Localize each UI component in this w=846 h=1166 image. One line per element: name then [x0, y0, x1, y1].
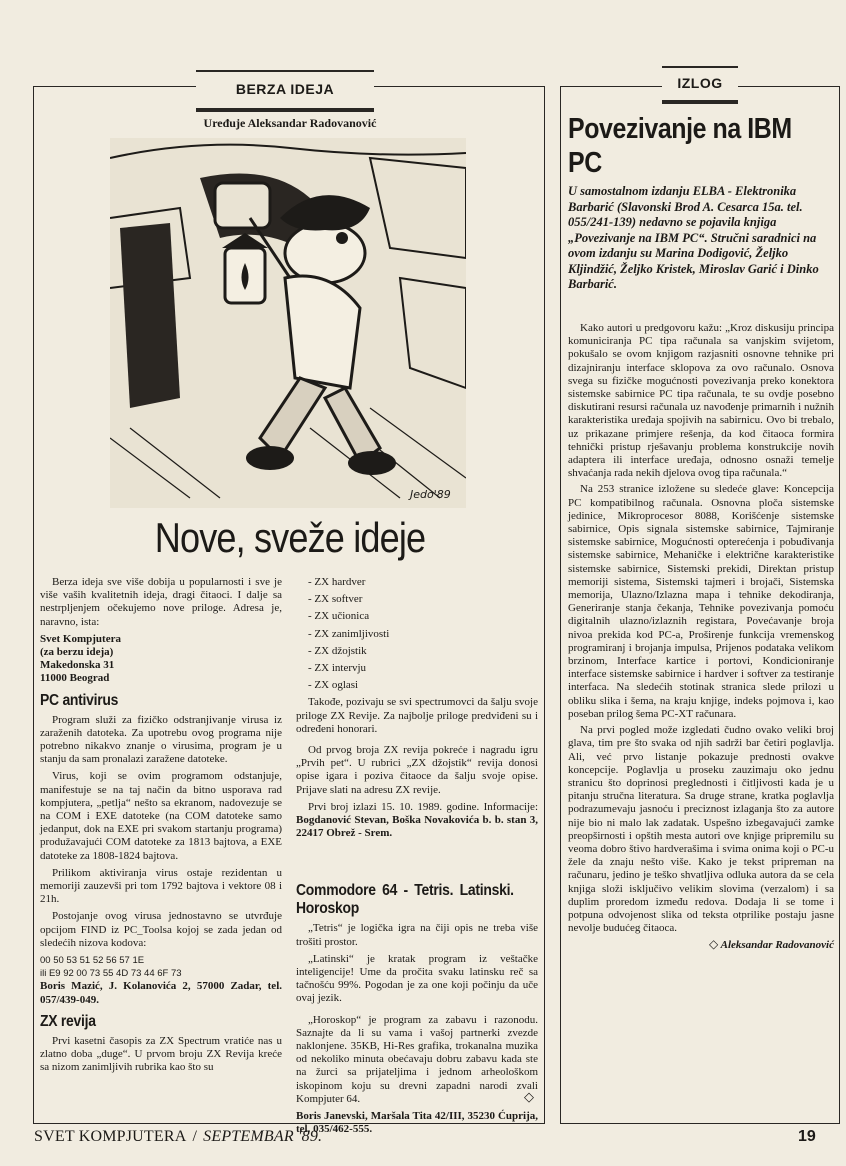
- pc-antivirus-p3: Prilikom aktiviranja virus ostaje rezidentan u memoriji zauzevši pri tom 1792 bajtova i vektore 08 i 21h.: [40, 866, 282, 906]
- zx-revija-p4: [296, 801, 538, 841]
- address-line-4: 11000 Beograd: [40, 672, 110, 685]
- zx-revija-author: Bogdanović Stevan, Boška Novakovića b. b. stan 3, 22417 Obrež - Srem.: [296, 814, 538, 840]
- pc-antivirus-p2: Virus, koji se ovim programom odstanjuje, manifestuje se na taj način da bitno usporava rad kompjutera, „petlja“ nešto sa ekranom, nadovezuje se na COM i EXE datoteke (na COM datoteke samo jedanput, dok na EXE pri svakom startanju programa) produžavajući COM datoteke za 1813 bajtova, a EXE datoteke za 1808-1824 bajtova.: [40, 770, 282, 862]
- commodore-title: Commodore 64 - Tetris. Latinski. Horoskop: [296, 882, 514, 918]
- code-line-2: ili E9 92 00 73 55 4D 73 44 6F 73: [40, 968, 182, 980]
- pc-antivirus-author: Boris Mazić, J. Kolanovića 2, 57000 Zadar, tel. 057/439-049.: [40, 980, 282, 1006]
- right-p2: Na 253 stranice izložene su sledeće glave: Koncepcija PC kompatibilnog računala. Osnovna ploča sistemske jedinice, Mikroprocesor 8088, Korišćenje sistemske sabirnice, Opis signala sistemske sabirnice, Tajmiranje sistemske sabirnice, Mogućnosti opterećenja i pobuđivanja sistemske sabirnice, Mehaničke i električne karakteristike sistemske sabirnice, Sistemski prekidi, Direktan pristup memoriji sistema, Sistemski tajmeri i brojači, Sistemska memorija, Ulazno/Izlazna mapa i tehnike dekodiranja, Generiranje stanja čekanja, Tehnike povezivanja pomoću digitalnih ulazno/izlaznih registara, Povećavanje broja nivoa prekida kod PC-a, Proširenje funkcija vremenskog programiranj i brojanja impulsa, Prijenos podataka velikom brzinom, Interface kartice i portovi, Kondicioniranje interface sistemske sabirnice i hardver i softver za testiranje interfaca. Na sledećih stotinak stranica slede prilozi u obliku slika i šema, na kraju knjige, indeks pojmova i, kao poseban prilog šema PC-XT računara.: [568, 483, 834, 720]
- pc-antivirus-p1: Program služi za fizičko odstranjivanje virusa iz zaraženih datoteka. Za upotrebu ovog programa nije potrebno nikakvo znanje o virusima, program je u stanju da sam pronalazi zaražene datoteke.: [40, 713, 282, 766]
- cartoon-illustration: [110, 138, 466, 508]
- right-article-lead: U samostalnom izdanju ELBA - Elektronika Barbarić (Slavonski Brod A. Cesarca 15a. tel. 055/241-139) nedavno se pojavila knjiga „Povezivanje na IBM PC“. Stručni saradnici na ovom izdanju su Marina Dodigović, Željko Kljindžić, Željko Kristek, Miroslav Garić i Dinko Barbarić.: [568, 184, 819, 291]
- intro-paragraph: Berza ideja sve više dobija u popularnosti i sve je više vaših kvalitetnih ideja, dragi čitaoci. I dalje sa nestrpljenjem očekujemo nove priloge. Adresa je, naravno, ista:: [40, 576, 282, 628]
- right-p1: Kako autori u predgovoru kažu: „Kroz diskusiju principa komuniciranja PC tipa računala sa vanjskim svijetom, pokušalo se ovom knjigom razjasniti osnovne tehnike pri dizajniranju interface sklopova za ovo računalo. Osnova svega su fizičke mogućnosti povezivanja preko konektora sistemske sabirnice PC tipa računala, te su ovdje posebno diskutirani resursi računala uz navođenje primarnih i nužnih karakteristika uređaja spojivih na sabirnicu. Ovo bi trebalo, uz prikazane primjere rešenja, da kod čitaoca formira tehnički pristup rješavanju problema konstrukcije novih adaptera ili interface uređaja, odnosno osnaži temelje shvaćanja rada nekih djelova ovog tipa računala.“: [568, 322, 834, 480]
- rubric-item: - ZX hardver: [308, 576, 366, 588]
- footer-magazine: [34, 1128, 322, 1146]
- right-article-title: Povezivanje na IBM PC: [568, 113, 792, 179]
- zx-revija-p3: Od prvog broja ZX revija pokreće i nagradu igru „Prvih pet“. U rubrici „ZX džojstik“ revija donosi opise igara i poziva čitaoce da šalju svoje opise. Prijave slati na adresu ZX revije.: [296, 744, 538, 796]
- cartoon-lantern-icon: [110, 138, 466, 508]
- section-label-izlog: IZLOG: [662, 66, 738, 104]
- commodore-p1: „Tetris“ je logička igra na čiji opis ne treba više trošiti prostor.: [296, 922, 538, 948]
- rubric-item: - ZX oglasi: [308, 679, 359, 692]
- right-signature-line: [568, 938, 834, 952]
- diamond-icon: ◇: [709, 937, 719, 952]
- footer-magazine-name: SVET KOMPJUTERA: [34, 1128, 187, 1145]
- right-signature: Aleksandar Radovanović: [720, 939, 834, 952]
- article-headline: Nove, sveže ideje: [154, 514, 426, 561]
- commodore-p3: „Horoskop“ je program za zabavu i razonodu. Saznajte da li su vama i vašoj partnerki zvezde naklonjene. 35KB, Hi-Res grafika, trokanalna muzika od nekoliko minuta obećavaju dobru zabavu kada ste na žurci sa prijateljima i jednom arheološkom iskopinom koju su drevni zapadni narodi zvali Kompjuter 64.: [296, 1013, 538, 1105]
- right-p3: Na prvi pogled može izgledati čudno ovako veliki broj glava, tim pre što svaka od njih sadrži bar četiri poglavlja. Ali, već prvo listanje pokazuje prednosti ovakve koncepcije. Poglavlja u proseku zauzimaju oko jednu stranicu što doprinosi preglednosti i čitljivosti kada je u pitanju stručna literatura. Sa druge strane, kratka poglavlja podrazumevaju jasnoću i preciznost izlaganja što za autore nije bio ni malo lak zadatak. Uspešno izbegavajući zamke preopširnosti i opštih mesta autori ove knjige pripremilu su veoma dobro štivo hardverašima i svima onima koji o PC-u žele da znaju nešto više. Kako je tekst pripreman na računaru, jedino je teško shvatljiva odluka autora da se cela knjiga složi isključivo velikim slovima (verzalom) i sa duplim proredom između redova. Dodaja li se tome i potpuna odvojenost slika od teksta otprilike postaju jasne nevolje budućeg čitaoca.: [568, 724, 834, 935]
- pc-antivirus-p4: Postojanje ovog virusa jednostavno se utvrđuje opcijom FIND iz PC_Toolsa kojoj se zada jedan od sledećih nizova kodova:: [40, 910, 282, 949]
- address-line-2: (za berzu ideja): [40, 646, 114, 659]
- footer-separator: /: [192, 1128, 198, 1145]
- section-label-berza-ideja: BERZA IDEJA: [196, 70, 374, 112]
- rubric-item: - ZX intervju: [308, 662, 367, 675]
- zx-revija-title: ZX revija: [40, 1012, 96, 1030]
- rubric-item: - ZX softver: [308, 593, 363, 606]
- editor-credit: Uređuje Aleksandar Radovanović: [203, 116, 377, 130]
- zx-revija-p2: Takođe, pozivaju se svi spectrumovci da šalju svoje priloge ZX Revije. Za najbolje priloge predviđeni su i određeni honorari.: [296, 696, 538, 735]
- commodore-p2: „Latinski“ je kratak program iz veštačke inteligencije! Ume da pročita svaku latinsku reč sa tačnošću 99%. Pogodan je za one koji počinju da uče ovaj jezik.: [296, 952, 538, 1005]
- left-column-2: [296, 576, 538, 1141]
- rubric-item: - ZX zanimljivosti: [308, 627, 390, 640]
- pc-antivirus-title: PC antivirus: [40, 691, 119, 709]
- rubric-item: - ZX džojstik: [308, 644, 367, 657]
- rubric-item: - ZX učionica: [308, 610, 370, 623]
- zx-revija-p4-text: Prvi broj izlazi 15. 10. 1989. godine. Informacije:: [308, 800, 538, 813]
- address-line-3: Makedonska 31: [40, 659, 115, 672]
- right-article-body: [568, 322, 834, 956]
- end-mark-diamond: ◇: [524, 1090, 534, 1105]
- page-number: 19: [798, 1128, 816, 1145]
- code-line-1: 00 50 53 51 52 56 57 1E: [40, 955, 145, 967]
- zx-revija-p1: Prvi kasetni časopis za ZX Spectrum vratiće nas u zlatno doba „duge“. U prvom broju ZX Revija kreće sa nizom zanimljivih rubrika kao što su: [40, 1034, 282, 1074]
- footer-issue: SEPTEMBAR '89.: [203, 1128, 323, 1145]
- address-line-1: Svet Kompjutera: [40, 632, 121, 645]
- commodore-author: Boris Janevski, Maršala Tita 42/III, 35230 Ćuprija, tel. 035/462-555.: [296, 1110, 538, 1136]
- left-column-1: [40, 576, 282, 1079]
- svg-text:Jedo'89: Jedo'89: [410, 488, 451, 501]
